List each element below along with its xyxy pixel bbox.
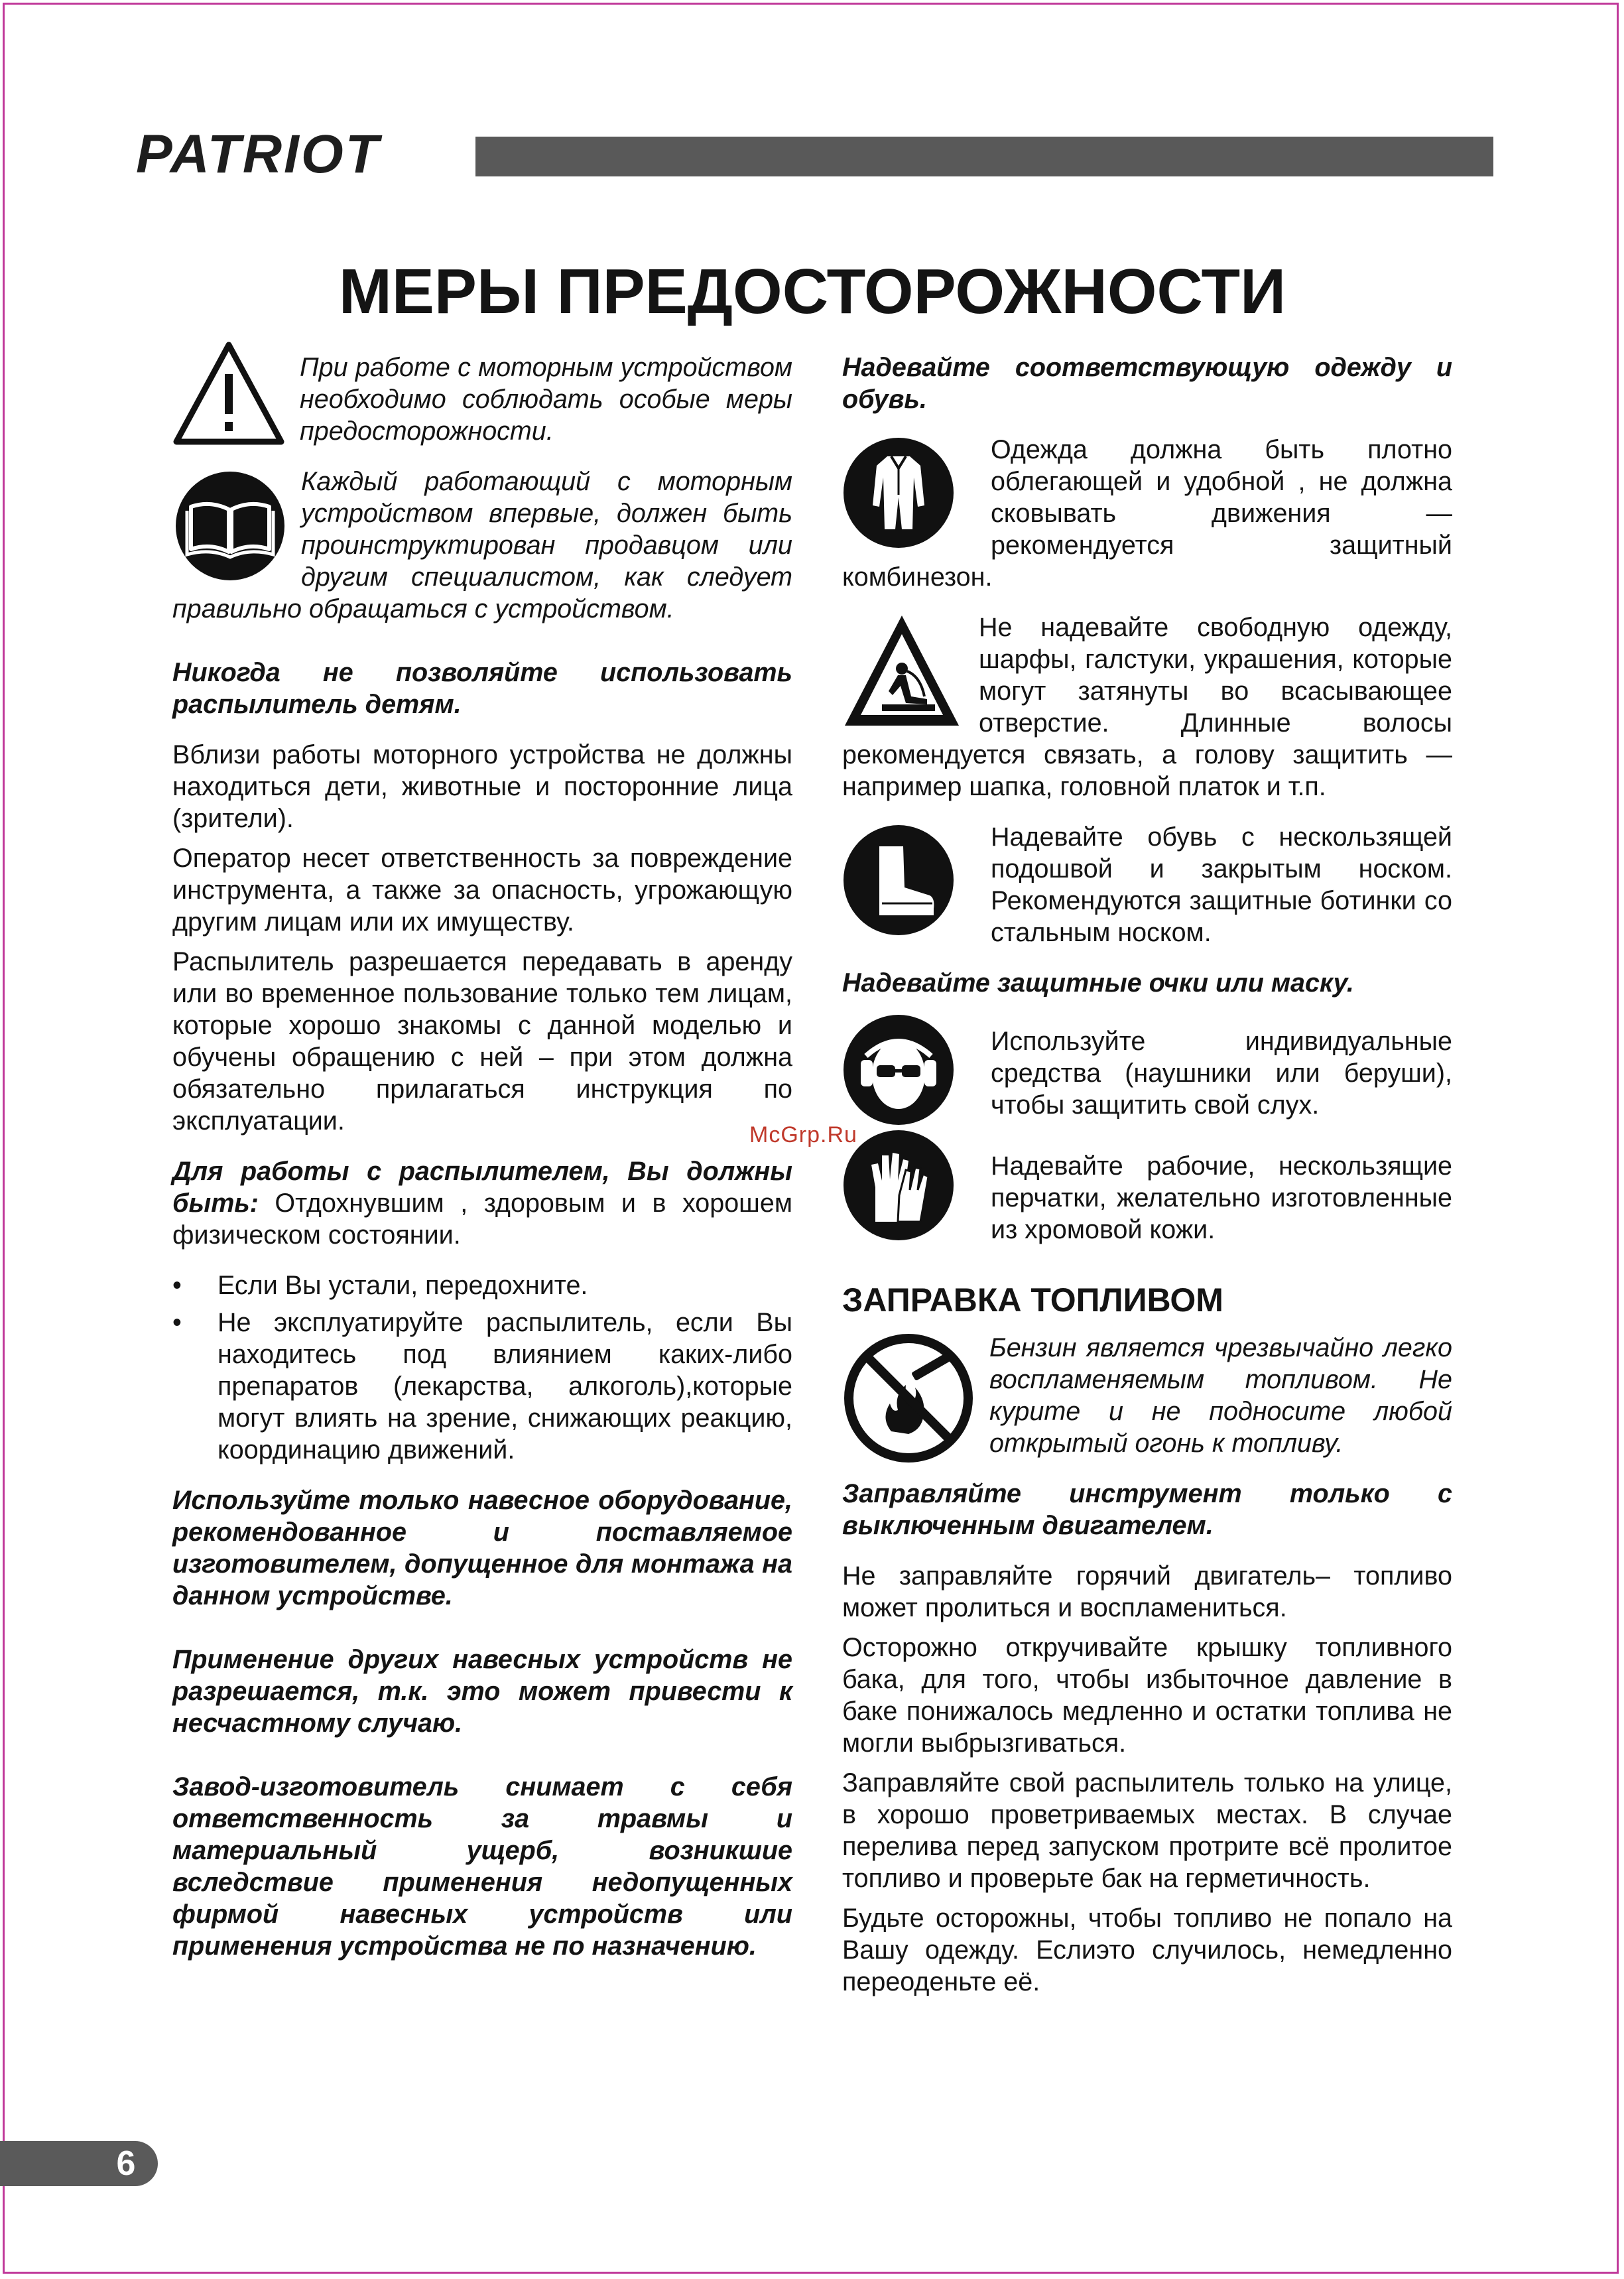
intro-manual-text: Каждый работающий с моторным устройством впервые, должен быть проинструктирован продавцом или другим специалистом, как следует правильно обращаться с устройством. (172, 467, 792, 623)
loose-clothing-text: Не надевайте свободную одежду, шарфы, галстуки, украшения, которые могут затянуты во всасывающее отверстие. Длинные волосы рекомендуется связать, а голову защитить — например шапка, головной платок и т.п. (842, 613, 1452, 801)
read-manual-icon (174, 470, 286, 582)
fuel-section-title: ЗАПРАВКА ТОПЛИВОМ (842, 1281, 1223, 1319)
gloves-icon (842, 1129, 955, 1242)
right-column (842, 352, 1452, 1998)
footwear-text: Надевайте обувь с нескользящей подошвой и закрытым носком. Рекомендуются защитные ботинки со стальным носком. (991, 822, 1452, 947)
clothing-fit-text: Одежда должна быть плотно облегающей и удобной , не должна сковывать движения — рекомендуется защитный комбинезон. (842, 435, 1452, 592)
children-heading: Никогда не позволяйте использовать распылитель детям. (172, 658, 792, 719)
safety-boot-icon (842, 824, 955, 937)
bystanders-text: Вблизи работы моторного устройства не должны находиться дети, животные и посторонние лица (зрители). (172, 740, 792, 833)
eye-ear-protection-icon (842, 1013, 955, 1126)
condition-paragraph (172, 1155, 792, 1251)
attachments-only-text: Используйте только навесное оборудование, рекомендованное и поставляемое изготовителем, допущенное для монтажа на данном устройстве. (172, 1486, 792, 1610)
clothing-heading: Надевайте соответствующую одежду и обувь. (842, 353, 1452, 414)
entanglement-warning-icon (842, 612, 962, 731)
warning-triangle-icon (172, 341, 285, 447)
hot-engine-text: Не заправляйте горячий двигатель– топливо может пролиться и воспламениться. (842, 1561, 1452, 1622)
bullet-marker: • (172, 1271, 182, 1300)
attachments-other-text: Применение других навесных устройств не разрешается, т.к. это может привести к несчастному случаю. (172, 1645, 792, 1738)
tiredness-list (172, 1270, 792, 1466)
intro-warning-text: При работе с моторным устройством необходимо соблюдать особые меры предосторожности. (300, 353, 792, 446)
page-title: МЕРЫ ПРЕДОСТОРОЖНОСТИ (338, 256, 1286, 327)
watermark: McGrp.Ru (749, 1122, 857, 1147)
list-item (172, 1270, 792, 1301)
disclaimer-text: Завод-изготовитель снимает с себя ответственность за травмы и материальный ущерб, возникшие вследствие применения недопущенных фирмой навесных устройств или применения устройства не по назначению. (172, 1772, 792, 1961)
fuel-warning-text: Бензин является чрезвычайно легко воспламеняемым топливом. Не курите и не подносите любой открытый огонь к топливу. (989, 1333, 1452, 1458)
ventilation-text: Заправляйте свой распылитель только на улице, в хорошо проветриваемых местах. В случае перелива перед запуском протрите всё пролитое топливо и проверьте бак на герметичность. (842, 1768, 1452, 1893)
fuel-engine-off-heading: Заправляйте инструмент только с выключенным двигателем. (842, 1479, 1452, 1540)
list-item-text: Не эксплуатируйте распылитель, если Вы находитесь под влиянием каких-либо препаратов (лекарства, алкоголь),которые могут влиять на зрение, снижающих реакцию, координацию движений. (218, 1308, 792, 1465)
list-item (172, 1307, 792, 1466)
coverall-icon (842, 436, 955, 549)
hearing-text: Используйте индивидуальные средства (наушники или беруши), чтобы защитить свой слух. (991, 1027, 1452, 1120)
tank-cap-text: Осторожно откручивайте крышку топливного бака, для того, чтобы избыточное давление в баке понижалось медленно и остатки топлива не могли выбрызгиваться. (842, 1633, 1452, 1758)
gloves-text: Надевайте рабочие, нескользящие перчатки, желательно изготовленные из хромовой кожи. (991, 1151, 1452, 1244)
condition-text: Отдохнувшим , здоровым и в хорошем физическом состоянии. (172, 1189, 792, 1250)
goggles-heading: Надевайте защитные очки или маску. (842, 968, 1354, 998)
no-open-flame-icon (842, 1332, 975, 1465)
bullet-marker: • (172, 1308, 182, 1337)
rental-text: Распылитель разрешается передавать в аренду или во временное пользование только тем лицам, которые хорошо знакомы с данной моделью и обучены обращению с ней – при этом должна обязательно прилагаться инструкция по эксплуатации. (172, 947, 792, 1136)
clothes-spill-text: Будьте осторожны, чтобы топливо не попало на Вашу одежду. Еслиэто случилось, немедленно переоденьте её. (842, 1904, 1452, 1996)
brand-logo: PATRIOT (136, 124, 381, 184)
condition-heading: Для работы с распылителем, Вы должны быть: (172, 1157, 792, 1218)
list-item-text: Если Вы устали, передохните. (218, 1271, 588, 1300)
left-column (172, 352, 792, 1962)
operator-text: Оператор несет ответственность за повреждение инструмента, а также за опасность, угрожающую другим лицам или их имуществу. (172, 844, 792, 937)
header-bar (475, 137, 1493, 176)
page-number: 6 (116, 2144, 136, 2183)
